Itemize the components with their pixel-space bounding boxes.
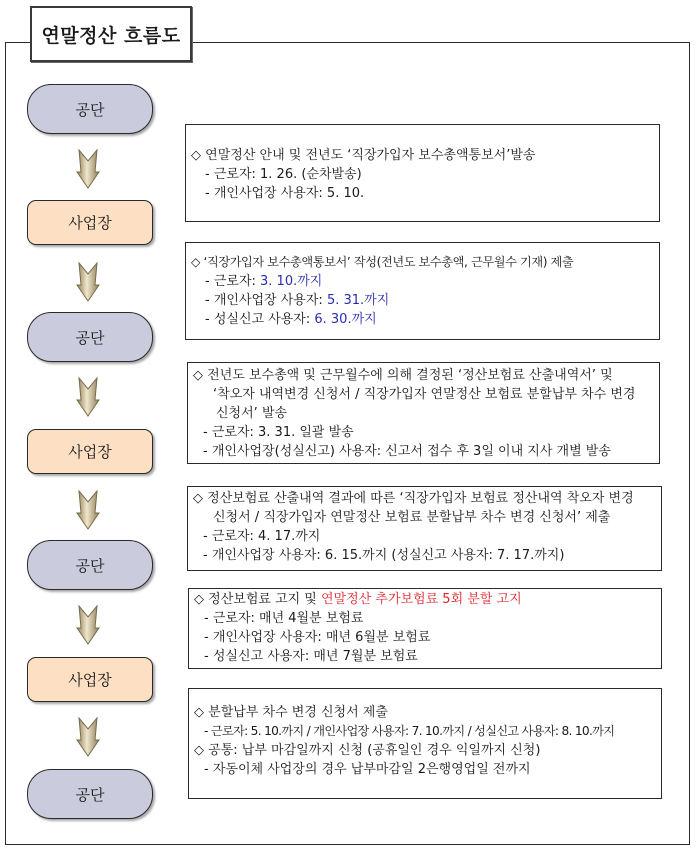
step-box-6: ◇ 분할납부 차수 변경 신청서 제출 - 근로자: 5. 10.까지 / 개인사업장 사용자: 7. 10.까지 / 성실신고 사용자: 8. 10.까지 ◇ 공통: 납부 마감일까지 신청 (공휴일인 경우 익일까지 신청) - 자동이체 사업장의 경우 납부마감일 2은행영업일 전까지: [188, 688, 662, 799]
down-arrow-icon: [76, 605, 100, 645]
diamond-bullet-icon: ◇: [194, 592, 204, 607]
flow-node-agency-4: 공단: [27, 769, 153, 819]
down-arrow-icon: [76, 262, 100, 302]
diamond-bullet-icon: ◇: [194, 743, 204, 758]
diamond-bullet-icon: ◇: [191, 148, 201, 163]
diamond-bullet-icon: ◇: [193, 368, 203, 383]
step-box-3: ◇ 전년도 보수총액 및 근무월수에 의해 결정된 ‘정산보험료 산출내역서’ 및 ‘착오자 내역변경 신청서 / 직장가입자 연말정산 보험료 분할납부 차수 변경 신청서’ 발송 - 근로자: 3. 31. 일괄 발송 - 개인사업장(성실신고) 사용자: 신고서 접수 후 3일 이내 지사 개별 발송: [187, 362, 660, 464]
step-box-2: ◇ ‘직장가입자 보수총액통보서’ 작성(전년도 보수총액, 근무월수 기재) 제출 - 근로자: 3. 10.까지 - 개인사업장 사용자: 5. 31.까지 - 성실신고 사용자: 6. 30.까지: [185, 242, 660, 340]
step-box-1: ◇ 연말정산 안내 및 전년도 ‘직장가입자 보수총액통보서’발송 - 근로자: 1. 26. (순차발송) - 개인사업장 사용자: 5. 10.: [185, 124, 660, 222]
diamond-bullet-icon: ◇: [194, 705, 204, 720]
diagram-title: [30, 6, 192, 62]
flow-node-agency-2: 공단: [27, 312, 153, 362]
step-box-4: ◇ 정산보험료 산출내역 결과에 따른 ‘직장가입자 보험료 정산내역 착오자 변경 신청서 / 직장가입자 연말정산 보험료 분할납부 차수 변경 신청서’ 제출 - 근로자: 4. 17.까지 - 개인사업장 사용자: 6. 15.까지 (성실신고 사용자: 7. 17.까지): [187, 486, 662, 571]
flow-node-agency-3: 공단: [27, 540, 153, 590]
down-arrow-icon: [76, 717, 100, 757]
down-arrow-icon: [76, 377, 100, 417]
diamond-bullet-icon: ◇: [193, 491, 203, 506]
deadline-text: 3. 10.까지: [260, 274, 323, 289]
down-arrow-icon: [76, 490, 100, 530]
flow-node-employer-3: 사업장: [27, 657, 153, 702]
step-box-5: ◇ 정산보험료 고지 및 연말정산 추가보험료 5회 분할 고지 - 근로자: 매년 4월분 보험료 - 개인사업장 사용자: 매년 6월분 보험료 - 성실신고 사용자: 매년 7월분 보험료: [188, 588, 662, 669]
deadline-text: 5. 31.까지: [326, 293, 390, 308]
flow-node-agency-1: 공단: [27, 84, 153, 134]
down-arrow-icon: [76, 149, 100, 189]
diamond-bullet-icon: ◇: [191, 255, 200, 269]
highlight-text: 연말정산 추가보험료 5회 분할 고지: [321, 592, 522, 607]
deadline-text: 6. 30.까지: [314, 312, 377, 327]
flow-node-employer-1: 사업장: [27, 200, 153, 245]
flow-node-employer-2: 사업장: [27, 429, 153, 474]
title-text: 연말정산 흐름도: [41, 24, 181, 47]
